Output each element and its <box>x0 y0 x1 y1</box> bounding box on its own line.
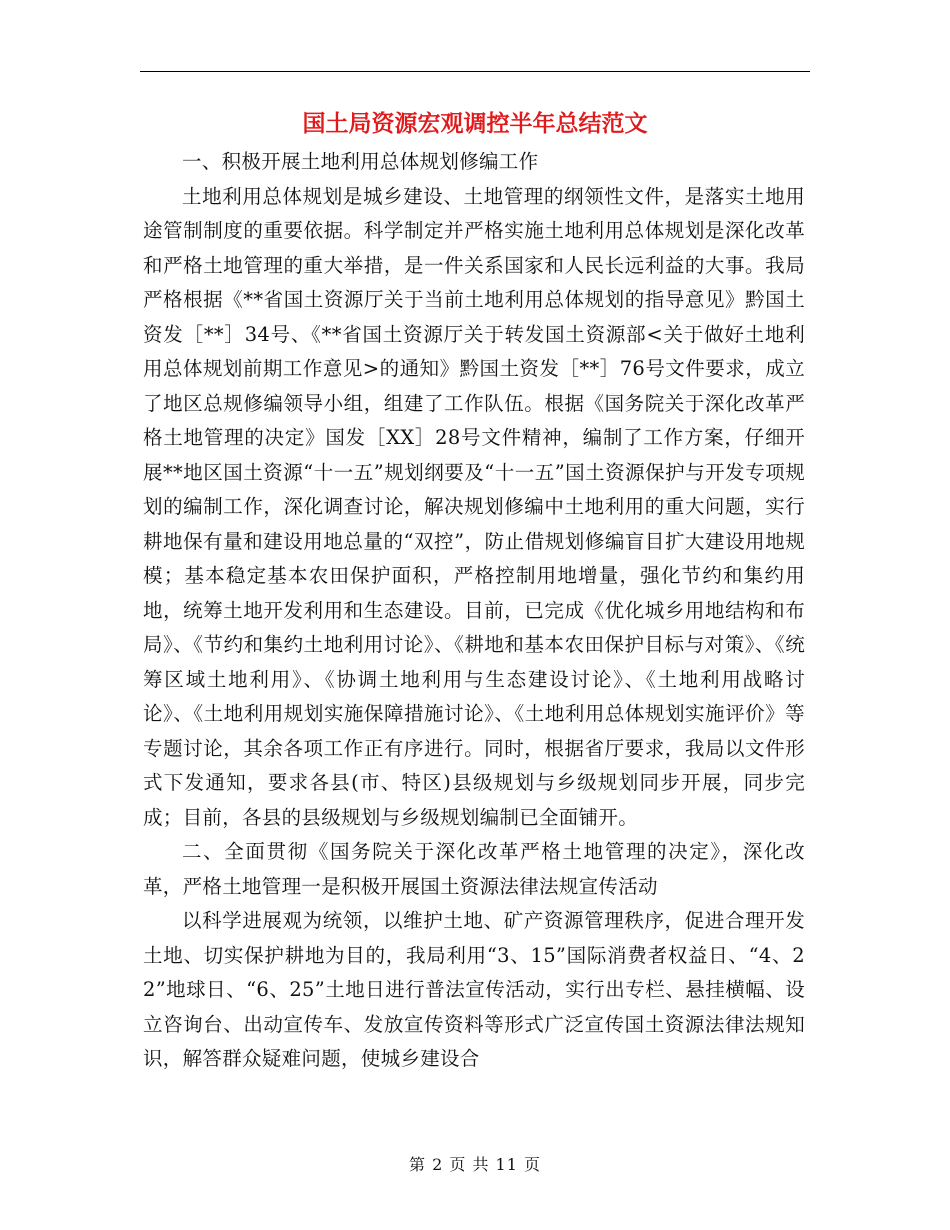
body-paragraph-2: 以科学进展观为统领，以维护土地、矿产资源管理秩序，促进合理开发土地、切实保护耕地为目的，我局利用“3、15”国际消费者权益日、“4、22”地球日、“6、25”土地日进行普法宣传活动，实行出专栏、悬挂横幅、设立咨询台、出动宣传车、发放宣传资料等形式广泛宣传国土资源法律法规知识，解答群众疑难问题，使城乡建设合 <box>143 909 805 1070</box>
header-rule <box>140 71 810 72</box>
body-paragraph-1: 土地利用总体规划是城乡建设、土地管理的纲领性文件，是落实土地用途管制制度的重要依据。科学制定并严格实施土地利用总体规划是深化改革和严格土地管理的重大举措，是一件关系国家和人民长远利益的大事。我局严格根据《**省国土资源厅关于当前土地利用总体规划的指导意见》黔国土资发［**］34号、《**省国土资源厅关于转发国土资源部<关于做好土地利用总体规划前期工作意见>的通知》黔国土资发［**］76号文件要求，成立了地区总规修编领导小组，组建了工作队伍。根据《国务院关于深化改革严格土地管理的决定》国发［XX］28号文件精神，编制了工作方案，仔细开展**地区国土资源“十一五”规划纲要及“十一五”国土资源保护与开发专项规划的编制工作，深化调查讨论，解决规划修编中土地利用的重大问题，实行耕地保有量和建设用地总量的“双控”，防止借规划修编盲目扩大建设用地规模；基本稳定基本农田保护面积，严格控制用地增量，强化节约和集约用地，统筹土地开发利用和生态建设。目前，已完成《优化城乡用地结构和布局》、《节约和集约土地利用讨论》、《耕地和基本农田保护目标与对策》、《统筹区域土地利用》、《协调土地利用与生态建设讨论》、《土地利用战略讨论》、《土地利用规划实施保障措施讨论》、《土地利用总体规划实施评价》等专题讨论，其余各项工作正有序进行。同时，根据省厅要求，我局以文件形式下发通知，要求各县(市、特区)县级规划与乡级规划同步开展，同步完成；目前，各县的县级规划与乡级规划编制已全面铺开。 <box>143 184 805 829</box>
section-heading-2: 二、全面贯彻《国务院关于深化改革严格土地管理的决定》，深化改革，严格土地管理一是积极开展国土资源法律法规宣传活动 <box>143 840 805 898</box>
section-heading-1: 一、积极开展土地利用总体规划修编工作 <box>182 150 539 173</box>
document-title: 国土局资源宏观调控半年总结范文 <box>302 111 648 137</box>
page-number: 第 2 页 共 11 页 <box>409 1155 541 1174</box>
document-body <box>143 145 805 1077</box>
